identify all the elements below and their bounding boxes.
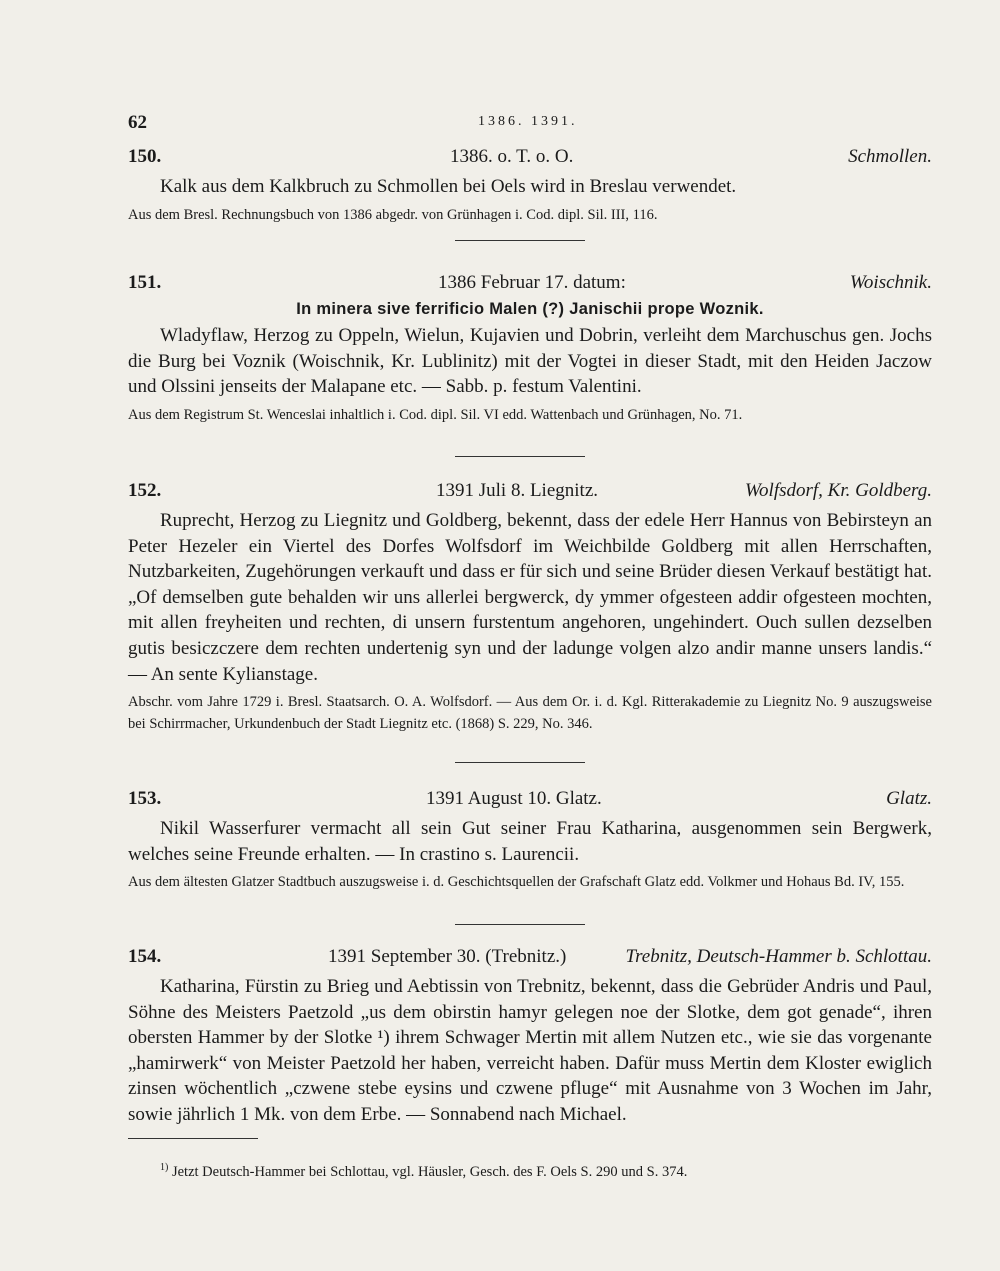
separator-rule: [455, 924, 585, 925]
entry-place: Glatz.: [886, 788, 932, 809]
entry-body: Katharina, Fürstin zu Brieg und Aebtissin von Trebnitz, bekennt, dass die Gebrüder Andris und Paul, Söhne des Meisters Paetzold „us dem obirstin hamyr gelegen noe der Slotke, dem got genade“, ihren obersten Hammer by der Slotke ¹) ihrem Schwager Mertin mit allem Nutzen etc., wie sie das vorgenante „hamirwerk“ von Meister Paetzold her haben, verreicht haben. Dafür muss Mertin dem Kloster ewiglich zinsen wöchentlich „czwene stebe eysins und czwene pfluge“ mit Ausnahme von 3 Wochen im Jahr, sowie jährlich 1 Mk. von dem Erbe. — Sonnabend nach Michael.: [128, 976, 932, 1125]
page-header: [128, 112, 932, 136]
separator-rule: [455, 456, 585, 457]
entry-150: [128, 146, 932, 226]
entry-place: Trebnitz, Deutsch-Hammer b. Schlottau.: [625, 946, 932, 967]
entry-body: Ruprecht, Herzog zu Liegnitz und Goldberg, bekennt, dass der edele Herr Hannus von Bebirsteyn an Peter Hezeler ein Viertel des Dorfes Wolfsdorf im Weichbilde Goldberg mit allen Herrschaften, Nutzbarkeiten, Zugehörungen verkauft und dass er für sich und seine Brüder diesen Verkauf bestätigt hat. „Of demselben gute behalden wir uns allerlei bergwerck, dy ymmer ofgesteen addir ofgesteen mochten, mit allen freyheiten und rechten, di unsern furstentum angehoren, ungehindert. Ouch sullen dezselben gutis besiczczere dem rechten undertenig syn und der ladunge volgen alzo andir manne unsers landis.“ — An sente Kylianstage.: [128, 510, 932, 685]
separator-rule: [455, 762, 585, 763]
page-number: 62: [128, 112, 147, 133]
entry-source-note: Abschr. vom Jahre 1729 i. Bresl. Staatsarch. O. A. Wolfsdorf. — Aus dem Or. i. d. Kgl. Ritterakademie zu Liegnitz No. 9 auszugsweise bei Schirrmacher, Urkundenbuch der Stadt Liegnitz etc. (1868) S. 229, No. 346.: [128, 694, 932, 733]
entry-subtitle: In minera sive ferrificio Malen (?) Janischii prope Woznik.: [296, 300, 764, 318]
footnote: [160, 1158, 930, 1182]
entry-source-note: Aus dem Bresl. Rechnungsbuch von 1386 abgedr. von Grünhagen i. Cod. dipl. Sil. III, 116.: [128, 206, 658, 223]
running-title: 1386. 1391.: [478, 114, 578, 129]
entry-number: 154.: [128, 946, 162, 967]
entry-body: Kalk aus dem Kalkbruch zu Schmollen bei Oels wird in Breslau verwendet.: [160, 176, 737, 197]
entry-number: 150.: [128, 146, 162, 167]
entry-date: 1391 September 30. (Trebnitz.): [328, 946, 567, 967]
entry-151: [128, 272, 932, 426]
entry-place: Woischnik.: [849, 272, 932, 293]
entry-number: 151.: [128, 272, 162, 293]
entry-154: [128, 946, 932, 1128]
entry-body: Nikil Wasserfurer vermacht all sein Gut seiner Frau Katharina, ausgenommen sein Bergwerk, welches seine Freunde erhalten. — In crastino s. Laurencii.: [128, 818, 932, 865]
entry-body: Wladyflaw, Herzog zu Oppeln, Wielun, Kujavien und Dobrin, verleiht dem Marchuschus gen. Jochs die Burg bei Voznik (Woischnik, Kr. Lublinitz) mit der Vogtei in dieser Stadt, mit den Heiden Jaczow und Olssini jenseits der Malapane etc. — Sabb. p. festum Valentini.: [128, 325, 932, 398]
entry-152: [128, 480, 932, 735]
entry-date: 1391 Juli 8. Liegnitz.: [436, 480, 599, 501]
entry-date: 1386. o. T. o. O.: [450, 146, 574, 167]
entry-source-note: Aus dem ältesten Glatzer Stadtbuch auszugsweise i. d. Geschichtsquellen der Grafschaft Glatz edd. Volkmer und Hohaus Bd. IV, 155.: [128, 874, 905, 891]
entry-place: Schmollen.: [848, 146, 932, 167]
footnote-rule: [128, 1138, 258, 1139]
entry-153: [128, 788, 932, 893]
entry-number: 152.: [128, 480, 162, 501]
footnote-text: Jetzt Deutsch-Hammer bei Schlottau, vgl. Häusler, Gesch. des F. Oels S. 290 und S. 374.: [171, 1163, 688, 1180]
entry-place: Wolfsdorf, Kr. Goldberg.: [744, 480, 932, 501]
separator-rule: [455, 240, 585, 241]
entry-date: 1386 Februar 17. datum:: [438, 272, 626, 293]
entry-number: 153.: [128, 788, 162, 809]
entry-source-note: Aus dem Registrum St. Wenceslai inhaltlich i. Cod. dipl. Sil. VI edd. Wattenbach und Grünhagen, No. 71.: [128, 406, 743, 423]
footnote-marker: 1): [160, 1162, 169, 1173]
entry-date: 1391 August 10. Glatz.: [426, 788, 602, 809]
